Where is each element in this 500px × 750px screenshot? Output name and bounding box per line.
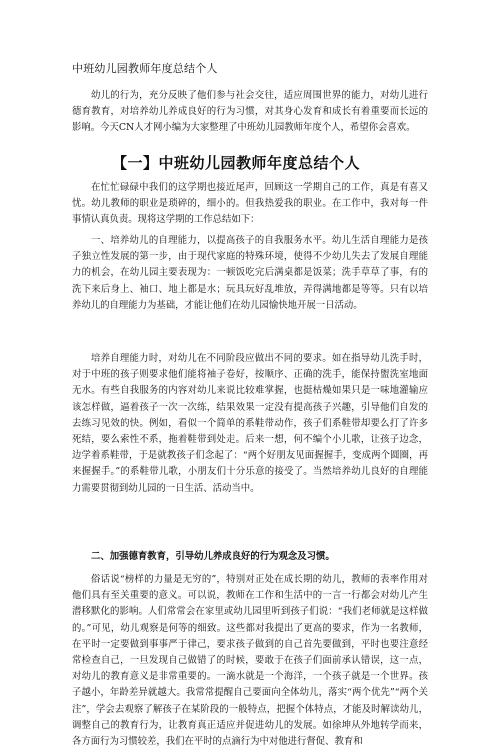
document-title: 中班幼儿园教师年度总结个人 bbox=[72, 62, 218, 75]
body-paragraph-2: 一、培养幼儿的自理能力，以提高孩子的自我服务水平。幼儿生活自理能力是孩子独立性发展的第一步，由于现代家庭的特殊环境，使得不少幼儿失去了发展自理能力的机会，在幼儿园主要表现为：一顿饭吃完后满桌都是饭菜；洗手草草了事，有的洗下来后身上、袖口、地上都是水；玩具玩好乱堆放，弄得满地都是等等。只有以培养幼儿的自理能力为基础，才能让他们在幼儿园愉快地开展一日活动。 bbox=[72, 235, 428, 311]
body-paragraph-3: 培养自理能力时，对幼儿在不同阶段应做出不同的要求。如在指导幼儿洗手时，对于中班的孩子则要求他们能将袖子卷好，按顺序、正确的洗手，能保持盥洗室地面无水。有些自我服务的内容对幼儿来说比较难掌握，也挺枯燥如果只是一味地灌输应该怎样做，逼着孩子一次一次练，结果效果一定没有提高孩子兴趣，引导他们自发的去练习见效的快。例如，看似一个简单的系鞋带动作，孩子们系鞋带却要么打了许多死结，要么索性不系，拖着鞋带到处走。后来一想，何不编个小儿歌，让孩子边念，边学着系鞋带，于是就教孩子们念起了：“两个好朋友见面握握手，变成两个圆圈，再来握握手。”的系鞋带儿歌，小朋友们十分乐意的接受了。当然培养幼儿良好的自理能力需要贯彻到幼儿园的一日生活、活动当中。 bbox=[72, 353, 428, 494]
body-paragraph-4: 俗话说“榜样的力量是无穷的”，特别对正处在成长期的幼儿，教师的表率作用对他们具有至关重要的意义。可以说，教师在工作和生活中的一言一行都会对幼儿产生潜移默化的影响。人们常常会在家里或幼儿园里听到孩子们说：“我们老师就是这样做的。”可见，幼儿观察是何等的细致。这些都对我提出了更高的要求，作为一名教师，在平时一定要做到事事严于律己，要求孩子做到的自己首先要做到，平时也要注意经常检查自己，一旦发现自己做错了的时候，要敢于在孩子们面前承认错误，这一点，对幼儿的教育意义是非常重要的。一滴水就是一个海洋，一个孩子就是一个世界。孩子越小，年龄差异就越大。我常常提醒自己要面向全体幼儿，落实“两个优先”“两个关注”，学会去观察了解孩子在某阶段的一般特点，把握个体特点，才能及时解读幼儿，调整自己的教育行为，让教育真正适应并促进幼儿的发展。如徐坤从外地转学而来，各方面行为习惯较差，我们在平时的点滴行为中对他进行督促、教育和 bbox=[72, 574, 428, 748]
section-heading: 【一】中班幼儿园教师年度总结个人 bbox=[112, 154, 361, 172]
subsection-heading: 二、加强德育教育，引导幼儿养成良好的行为观念及习惯。 bbox=[91, 551, 335, 562]
intro-paragraph: 幼儿的行为，充分反映了他们参与社会交往，适应周围世界的能力，对幼儿进行德育教育，对培养幼儿养成良好的行为习惯，对其身心发育和成长有着重要而长远的影响。今天CN人才网小编为大家整理了中班幼儿园教师年度个人，希望你会喜欢。 bbox=[72, 90, 428, 134]
body-paragraph-1: 在忙忙碌碌中我们的这学期也接近尾声，回顾这一学期自己的工作，真是有喜又忧。幼儿教师的职业是琐碎的，细小的。但我热爱我的职业。在工作中，我对每一件事情认真负责。现将这学期的工作总结如下： bbox=[72, 182, 428, 226]
